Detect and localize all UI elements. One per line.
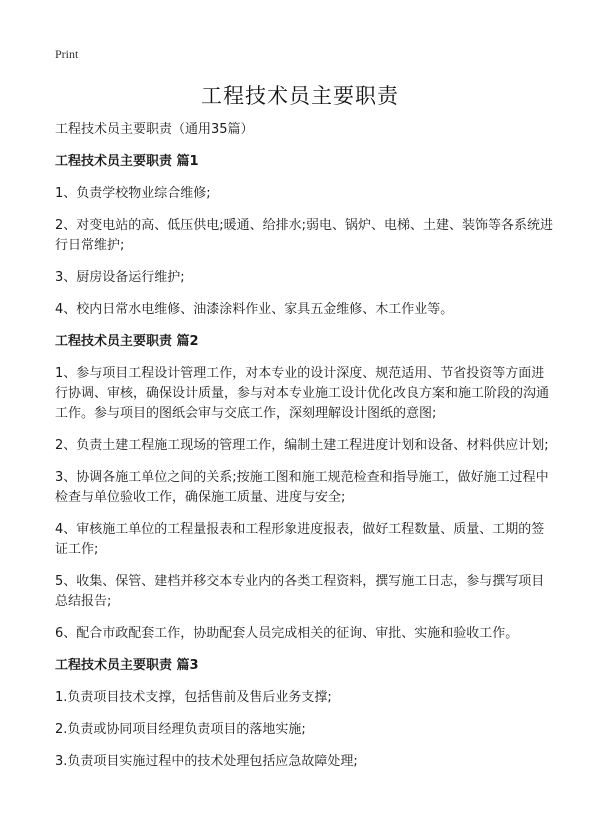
- paragraph: 1.负责项目技术支撑，包括售前及售后业务支撑;: [55, 690, 332, 705]
- paragraph: 4、审核施工单位的工程量报表和工程形象进度报表，做好工程数量、质量、工期的签证工作;: [55, 522, 545, 557]
- section-heading: 工程技术员主要职责 篇2: [55, 334, 199, 349]
- paragraph: 3、厨房设备运行维护;: [55, 270, 185, 285]
- section-heading: 工程技术员主要职责 篇3: [55, 658, 199, 673]
- paragraph: 4、校内日常水电维修、油漆涂料作业、家具五金维修、木工作业等。: [55, 302, 454, 317]
- paragraph: 2、负责土建工程施工现场的管理工作，编制土建工程进度计划和设备、材料供应计划;: [55, 438, 549, 453]
- section-heading: 工程技术员主要职责 篇1: [55, 154, 199, 169]
- document-body: [55, 120, 555, 784]
- paragraph: 5、收集、保管、建档并移交本专业内的各类工程资料，撰写施工日志，参与撰写项目总结报告;: [55, 574, 545, 609]
- paragraph: 3、协调各施工单位之间的关系;按施工图和施工规范检查和指导施工，做好施工过程中检查与单位验收工作，确保施工质量、进度与安全;: [55, 470, 549, 505]
- paragraph: 1、参与项目工程设计管理工作，对本专业的设计深度、规范适用、节省投资等方面进行协调、审核，确保设计质量，参与对本专业施工设计优化改良方案和施工阶段的沟通工作。参与项目的图纸会审与交底工作，深刻理解设计图纸的意图;: [55, 366, 550, 421]
- page-title: 工程技术员主要职责: [201, 84, 399, 108]
- paragraph: 3.负责项目实施过程中的技术处理包括应急故障处理;: [55, 754, 358, 769]
- section-1: [55, 152, 555, 320]
- paragraph: 6、配合市政配套工作，协助配套人员完成相关的征询、审批、实施和验收工作。: [55, 626, 519, 641]
- document-subtitle: 工程技术员主要职责（通用35篇）: [55, 122, 254, 137]
- paragraph: 1、负责学校物业综合维修;: [55, 186, 211, 201]
- section-2: [55, 332, 555, 644]
- paragraph: 2.负责或协同项目经理负责项目的落地实施;: [55, 722, 306, 737]
- print-label: Print: [55, 47, 79, 61]
- section-3: [55, 656, 555, 772]
- paragraph: 2、对变电站的高、低压供电;暖通、给排水;弱电、锅炉、电梯、土建、装饰等各系统进行日常维护;: [55, 218, 554, 253]
